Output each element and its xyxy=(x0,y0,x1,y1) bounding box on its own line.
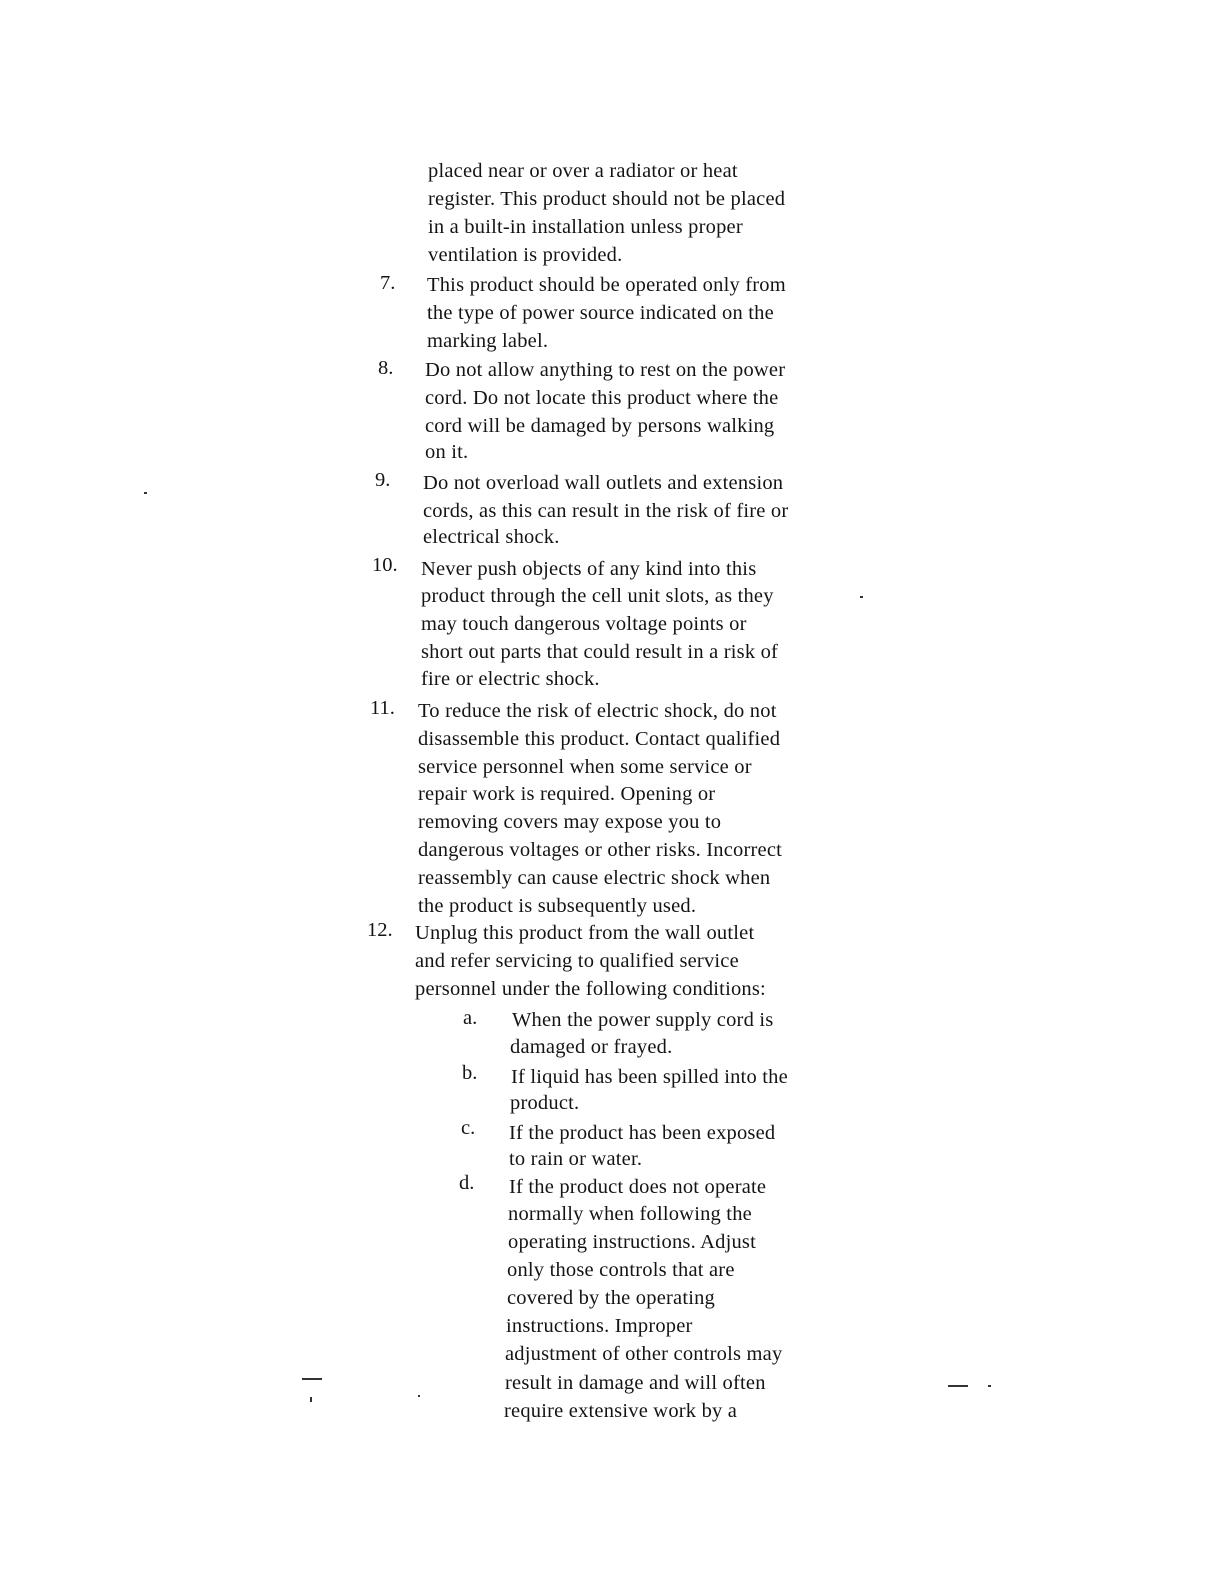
text-line: product. xyxy=(510,1092,580,1114)
scan-speck xyxy=(988,1385,991,1387)
text-line: This product should be operated only from xyxy=(427,274,786,296)
text-line: only those controls that are xyxy=(507,1259,735,1281)
scan-speck xyxy=(948,1385,968,1387)
text-line: Do not allow anything to rest on the power xyxy=(425,359,786,381)
text-line: adjustment of other controls may xyxy=(505,1343,783,1365)
text-line: on it. xyxy=(425,441,469,463)
scan-speck xyxy=(144,492,147,494)
text-line: normally when following the xyxy=(508,1203,752,1225)
text-line: reassembly can cause electric shock when xyxy=(418,867,771,889)
text-line: register. This product should not be placed xyxy=(428,188,786,210)
text-line: Never push objects of any kind into this xyxy=(421,558,757,580)
text-line: removing covers may expose you to xyxy=(418,811,722,833)
text-line: the type of power source indicated on the xyxy=(427,302,774,324)
item-number: 12. xyxy=(367,919,393,941)
text-line: When the power supply cord is xyxy=(512,1009,774,1031)
text-line: Do not overload wall outlets and extension xyxy=(423,472,784,494)
text-line: If liquid has been spilled into the xyxy=(511,1066,788,1088)
text-line: marking label. xyxy=(427,330,549,352)
text-line: fire or electric shock. xyxy=(421,668,600,690)
text-line: repair work is required. Opening or xyxy=(418,783,716,805)
item-number: 9. xyxy=(375,469,391,491)
text-line: disassemble this product. Contact qualified xyxy=(418,728,781,750)
item-letter: b. xyxy=(462,1062,478,1084)
text-line: cord will be damaged by persons walking xyxy=(425,415,775,437)
text-line: result in damage and will often xyxy=(505,1372,766,1394)
text-line: short out parts that could result in a risk of xyxy=(421,641,779,663)
text-line: electrical shock. xyxy=(423,526,560,548)
scan-speck xyxy=(302,1378,322,1380)
text-line: and refer servicing to qualified service xyxy=(415,950,739,972)
text-line: service personnel when some service or xyxy=(418,756,752,778)
text-line: may touch dangerous voltage points or xyxy=(421,613,747,635)
text-line: Unplug this product from the wall outlet xyxy=(415,922,755,944)
item-number: 7. xyxy=(380,272,396,294)
item-letter: a. xyxy=(463,1007,478,1029)
text-line: to rain or water. xyxy=(509,1148,643,1170)
text-line: require extensive work by a xyxy=(504,1400,738,1422)
text-line: cord. Do not locate this product where the xyxy=(425,387,779,409)
text-line: product through the cell unit slots, as they xyxy=(421,585,774,607)
text-line: instructions. Improper xyxy=(506,1315,693,1337)
text-line: If the product does not operate xyxy=(509,1176,767,1198)
text-line: cords, as this can result in the risk of fire or xyxy=(423,500,789,522)
item-number: 10. xyxy=(372,554,398,576)
item-letter: d. xyxy=(459,1172,475,1194)
text-line: ventilation is provided. xyxy=(428,244,623,266)
text-line: damaged or frayed. xyxy=(510,1036,673,1058)
scan-speck xyxy=(310,1397,312,1402)
scan-speck xyxy=(418,1395,420,1397)
text-line: placed near or over a radiator or heat xyxy=(428,160,738,182)
text-line: If the product has been exposed xyxy=(509,1122,776,1144)
text-line: in a built-in installation unless proper xyxy=(428,216,743,238)
text-line: personnel under the following conditions: xyxy=(415,978,766,1000)
text-line: dangerous voltages or other risks. Incorrect xyxy=(418,839,783,861)
text-line: the product is subsequently used. xyxy=(418,895,697,917)
scan-speck xyxy=(860,596,863,598)
item-number: 8. xyxy=(378,357,394,379)
item-letter: c. xyxy=(461,1117,476,1139)
item-number: 11. xyxy=(370,697,395,719)
text-line: covered by the operating xyxy=(507,1287,716,1309)
text-line: operating instructions. Adjust xyxy=(508,1231,756,1253)
text-line: To reduce the risk of electric shock, do not xyxy=(418,700,777,722)
